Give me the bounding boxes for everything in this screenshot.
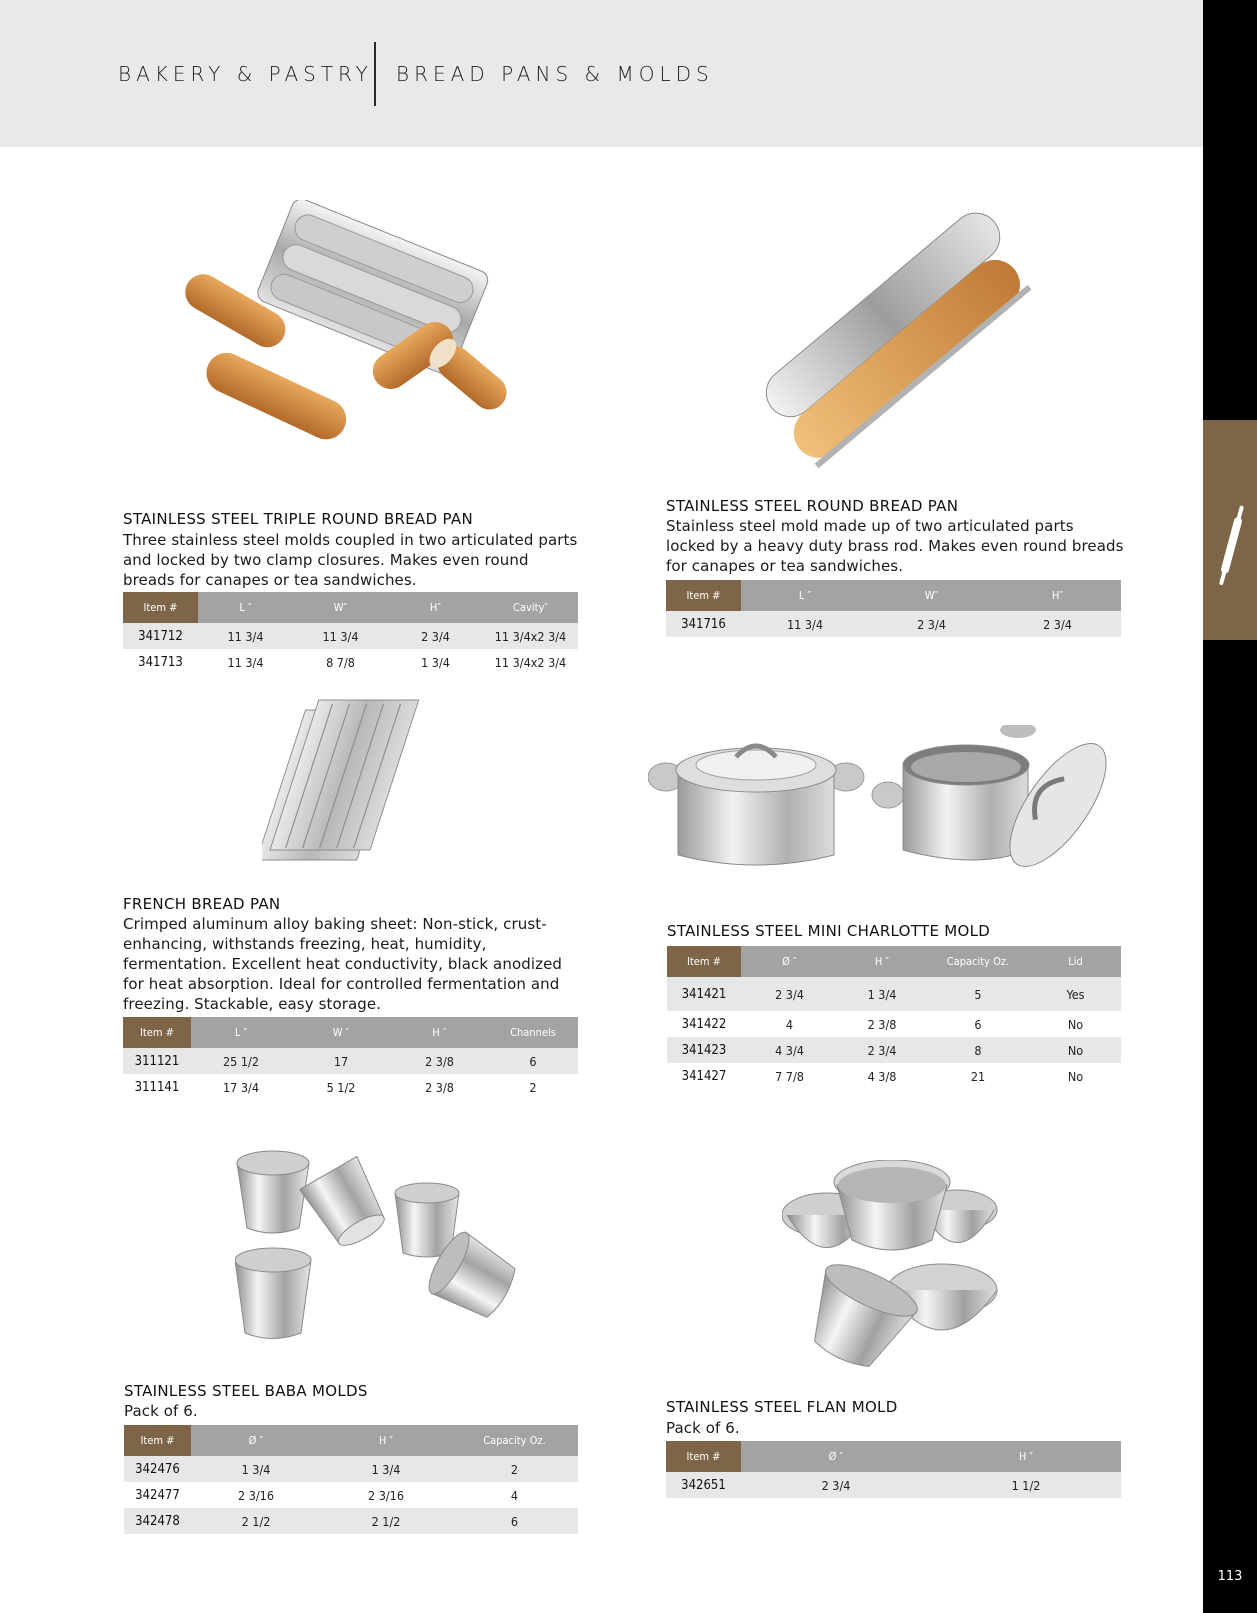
table-cell: 25 1/2 xyxy=(191,1048,291,1074)
table-cell: 2 3/4 xyxy=(388,623,483,649)
table-header-row xyxy=(123,1017,578,1048)
flan-mold-spec-table xyxy=(666,1441,1121,1498)
french-pan-description: Crimped aluminum alloy baking sheet: Non-stick, crust-enhancing, withstands freezing, heat, humidity, fermentation. Excellent heat conductivity, black anodized for heat absorption. Ideal for controlled fermentation and freezing. Stackable, easy storage. xyxy=(123,915,563,1013)
table-row xyxy=(123,1048,578,1074)
column-header: L ″ xyxy=(741,580,869,611)
header-divider xyxy=(374,42,376,106)
table-cell: 2 1/2 xyxy=(321,1508,451,1534)
round-pan-title: STAINLESS STEEL ROUND BREAD PAN xyxy=(666,497,959,515)
table-cell: Yes xyxy=(1030,977,1121,1011)
column-header: Cavity″ xyxy=(483,592,578,623)
table-cell: 5 1/2 xyxy=(326,1079,356,1095)
table-cell: 17 xyxy=(291,1048,391,1074)
table-row xyxy=(123,623,578,649)
table-cell: 11 3/4 xyxy=(741,611,869,637)
flan-mold-photo xyxy=(782,1160,1002,1375)
subsection-title: BREAD PANS & MOLDS xyxy=(396,62,714,86)
side-bar xyxy=(1203,0,1257,1613)
table-cell: 11 3/4 xyxy=(293,623,388,649)
table-row xyxy=(123,649,578,675)
triple-pan-spec-table xyxy=(123,592,578,675)
column-header: H ″ xyxy=(931,1441,1121,1472)
column-header: Item # xyxy=(123,1017,191,1048)
table-cell: 11 3/4 xyxy=(227,654,264,670)
table-cell: No xyxy=(1067,1068,1084,1084)
table-row xyxy=(667,1063,1121,1089)
charlotte-mold-spec-table xyxy=(667,946,1121,1089)
column-header: H ″ xyxy=(391,1017,488,1048)
table-cell: 1 1/2 xyxy=(931,1472,1121,1498)
table-cell: 2 3/16 xyxy=(238,1487,274,1503)
baba-molds-description: Pack of 6. xyxy=(124,1402,198,1420)
table-cell: 11 3/4x2 3/4 xyxy=(483,623,578,649)
item-number: 311141 xyxy=(134,1079,180,1095)
table-cell: 1 3/4 xyxy=(838,977,926,1011)
triple-pan-description: Three stainless steel molds coupled in two articulated parts and locked by two clamp closures. Makes even round breads for canapes or tea sandwiches. xyxy=(123,531,578,589)
item-number: 341427 xyxy=(681,1068,727,1084)
table-header-row xyxy=(667,946,1121,977)
table-cell: 1 3/4 xyxy=(191,1456,321,1482)
item-number: 341712 xyxy=(123,623,198,649)
table-row xyxy=(666,1472,1121,1498)
triple-bread-pan-photo xyxy=(170,200,530,470)
column-header: Capacity Oz. xyxy=(451,1425,578,1456)
table-row xyxy=(667,1037,1121,1063)
flan-mold-description: Pack of 6. xyxy=(666,1419,740,1437)
table-cell: 2 1/2 xyxy=(191,1508,321,1534)
table-cell: No xyxy=(1067,1016,1084,1032)
item-number: 342651 xyxy=(666,1472,741,1498)
column-header: L ″ xyxy=(191,1017,291,1048)
column-header: Item # xyxy=(666,1441,741,1472)
table-cell: 2 3/4 xyxy=(869,611,994,637)
item-number: 311121 xyxy=(123,1048,191,1074)
item-number: 341421 xyxy=(667,977,741,1011)
column-header: H ″ xyxy=(838,946,926,977)
column-header: Lid xyxy=(1030,946,1121,977)
table-header-row xyxy=(124,1425,578,1456)
table-cell: 8 7/8 xyxy=(326,654,355,670)
table-row xyxy=(123,1074,578,1100)
french-pan-spec-table xyxy=(123,1017,578,1100)
table-cell: 2 3/8 xyxy=(391,1048,488,1074)
section-tab[interactable] xyxy=(1203,420,1257,640)
table-cell: 2 3/8 xyxy=(425,1079,454,1095)
charlotte-mold-photo xyxy=(648,725,1120,890)
table-cell: 4 xyxy=(510,1487,519,1503)
table-cell: 1 3/4 xyxy=(421,654,450,670)
item-number: 342477 xyxy=(135,1487,180,1503)
table-cell: 11 3/4 xyxy=(198,623,293,649)
table-cell: 2 xyxy=(451,1456,578,1482)
column-header: Ø ″ xyxy=(741,946,838,977)
baba-molds-photo xyxy=(235,1148,520,1348)
item-number: 341716 xyxy=(666,611,741,637)
round-bread-pan-photo xyxy=(720,180,1050,470)
table-cell: 6 xyxy=(451,1508,578,1534)
table-header-row xyxy=(666,580,1121,611)
table-cell: 2 3/4 xyxy=(741,1472,931,1498)
column-header: H ″ xyxy=(321,1425,451,1456)
baba-molds-title: STAINLESS STEEL BABA MOLDS xyxy=(124,1382,368,1400)
column-header: Ø ″ xyxy=(191,1425,321,1456)
item-number: 341422 xyxy=(681,1016,727,1032)
item-number: 342478 xyxy=(124,1508,191,1534)
baba-molds-spec-table xyxy=(124,1425,578,1534)
page-number: 113 xyxy=(1217,1569,1243,1584)
item-number: 342476 xyxy=(124,1456,191,1482)
item-number: 341423 xyxy=(667,1037,741,1063)
column-header: H″ xyxy=(388,592,483,623)
table-cell: 5 xyxy=(926,977,1030,1011)
table-row xyxy=(124,1508,578,1534)
column-header: W″ xyxy=(869,580,994,611)
table-header-row xyxy=(666,1441,1121,1472)
page-header xyxy=(0,0,1203,147)
section-title: BAKERY & PASTRY xyxy=(118,62,373,86)
item-number: 341713 xyxy=(138,654,183,670)
table-cell: 6 xyxy=(974,1016,982,1032)
charlotte-mold-title: STAINLESS STEEL MINI CHARLOTTE MOLD xyxy=(667,922,991,940)
column-header: Item # xyxy=(123,592,198,623)
column-header: L ″ xyxy=(198,592,293,623)
flan-mold-title: STAINLESS STEEL FLAN MOLD xyxy=(666,1398,898,1416)
column-header: Ø ″ xyxy=(741,1441,931,1472)
table-cell: 4 3/8 xyxy=(867,1068,897,1084)
round-pan-spec-table xyxy=(666,580,1121,637)
table-cell: 4 xyxy=(785,1016,794,1032)
triple-pan-title: STAINLESS STEEL TRIPLE ROUND BREAD PAN xyxy=(123,510,473,528)
table-cell: 8 xyxy=(926,1037,1030,1063)
table-header-row xyxy=(123,592,578,623)
table-cell: 7 7/8 xyxy=(775,1068,804,1084)
table-cell: 6 xyxy=(488,1048,578,1074)
rolling-pin-icon xyxy=(1213,502,1247,592)
column-header: Item # xyxy=(124,1425,191,1456)
column-header: Channels xyxy=(488,1017,578,1048)
table-cell: No xyxy=(1030,1037,1121,1063)
table-cell: 2 3/8 xyxy=(867,1016,897,1032)
table-cell: 17 3/4 xyxy=(223,1079,259,1095)
table-row xyxy=(124,1456,578,1482)
column-header: Item # xyxy=(666,580,741,611)
column-header: H″ xyxy=(994,580,1121,611)
column-header: Item # xyxy=(667,946,741,977)
table-row xyxy=(667,977,1121,1011)
table-cell: 1 3/4 xyxy=(321,1456,451,1482)
table-cell: 2 3/16 xyxy=(368,1487,404,1503)
table-cell: 11 3/4x2 3/4 xyxy=(494,654,567,670)
table-cell: 2 3/4 xyxy=(838,1037,926,1063)
round-pan-description: Stainless steel mold made up of two articulated parts locked by a heavy duty brass rod. Makes even round breads for canapes or tea sandwiches. xyxy=(666,517,1124,575)
table-cell: 2 xyxy=(529,1079,537,1095)
column-header: Capacity Oz. xyxy=(926,946,1030,977)
table-cell: 21 xyxy=(970,1068,986,1084)
table-row xyxy=(667,1011,1121,1037)
table-row xyxy=(124,1482,578,1508)
french-bread-pan-photo xyxy=(262,690,442,870)
column-header: W ″ xyxy=(291,1017,391,1048)
table-row xyxy=(666,611,1121,637)
column-header: W″ xyxy=(293,592,388,623)
table-cell: 2 3/4 xyxy=(741,977,838,1011)
table-cell: 4 3/4 xyxy=(741,1037,838,1063)
table-cell: 2 3/4 xyxy=(994,611,1121,637)
french-pan-title: FRENCH BREAD PAN xyxy=(123,895,281,913)
